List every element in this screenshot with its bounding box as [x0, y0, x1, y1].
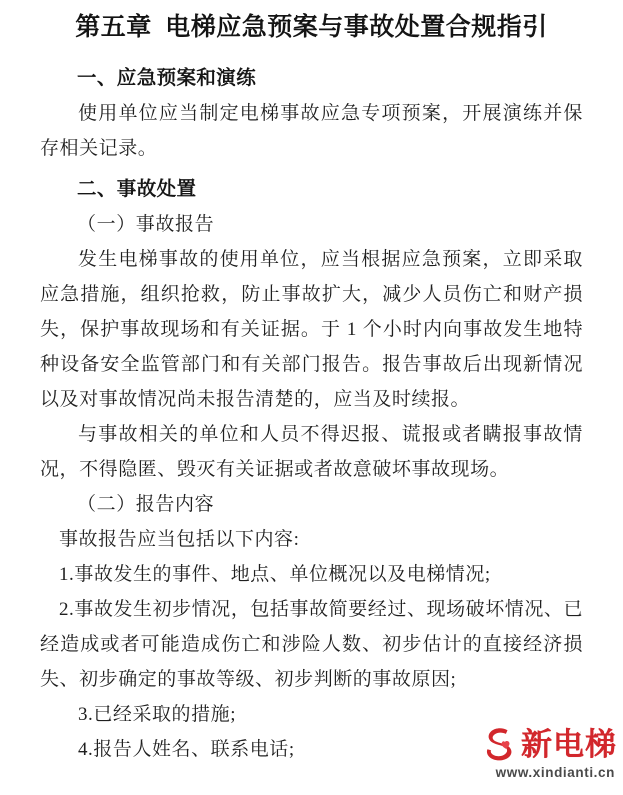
page-title: 第五章 电梯应急预案与事故处置合规指引: [75, 14, 548, 41]
watermark-url-text: www.xindianti.cn: [495, 765, 615, 780]
watermark-logo: [465, 723, 617, 781]
list-item: 3.已经采取的措施;: [78, 704, 237, 725]
heading-emergency-plan-and-drill: 一、应急预案和演练: [77, 67, 257, 89]
list-item: 1.事故发生的事件、地点、单位概况以及电梯情况;: [59, 564, 491, 585]
paragraph-no-concealment: 与事故相关的单位和人员不得迟报、谎报或者瞒报事故情况，不得隐匿、毁灭有关证据或者故意破坏事故现场。: [40, 424, 583, 480]
heading-accident-handling: 二、事故处置: [77, 178, 197, 200]
subheading-report-content: （二）报告内容: [77, 494, 215, 515]
watermark-brand-text: 新电梯: [521, 727, 617, 762]
subheading-accident-report: （一）事故报告: [77, 214, 215, 235]
watermark-brand-row: [484, 725, 617, 765]
document-body: [0, 61, 623, 767]
list-item: 2.事故发生初步情况，包括事故简要经过、现场破坏情况、已经造成或者可能造成伤亡和涉险人数、初步估计的直接经济损失、初步确定的事故等级、初步判断的事故原因;: [40, 599, 583, 690]
paragraph-report-intro: 事故报告应当包括以下内容:: [59, 529, 300, 550]
list-item: 4.报告人姓名、联系电话;: [78, 739, 295, 760]
elevator-heart-logo-icon: [484, 726, 518, 764]
paragraph-emergency-plan: 使用单位应当制定电梯事故应急专项预案，开展演练并保存相关记录。: [40, 103, 583, 159]
paragraph-accident-response: 发生电梯事故的使用单位，应当根据应急预案，立即采取应急措施，组织抢救，防止事故扩大，减少人员伤亡和财产损失，保护事故现场和有关证据。于 1 个小时内向事故发生地特种设备安全监管部门和有关部门报告。报告事故后出现新情况以及对事故情况尚未报告清楚的，应当及时续报。: [40, 249, 583, 410]
